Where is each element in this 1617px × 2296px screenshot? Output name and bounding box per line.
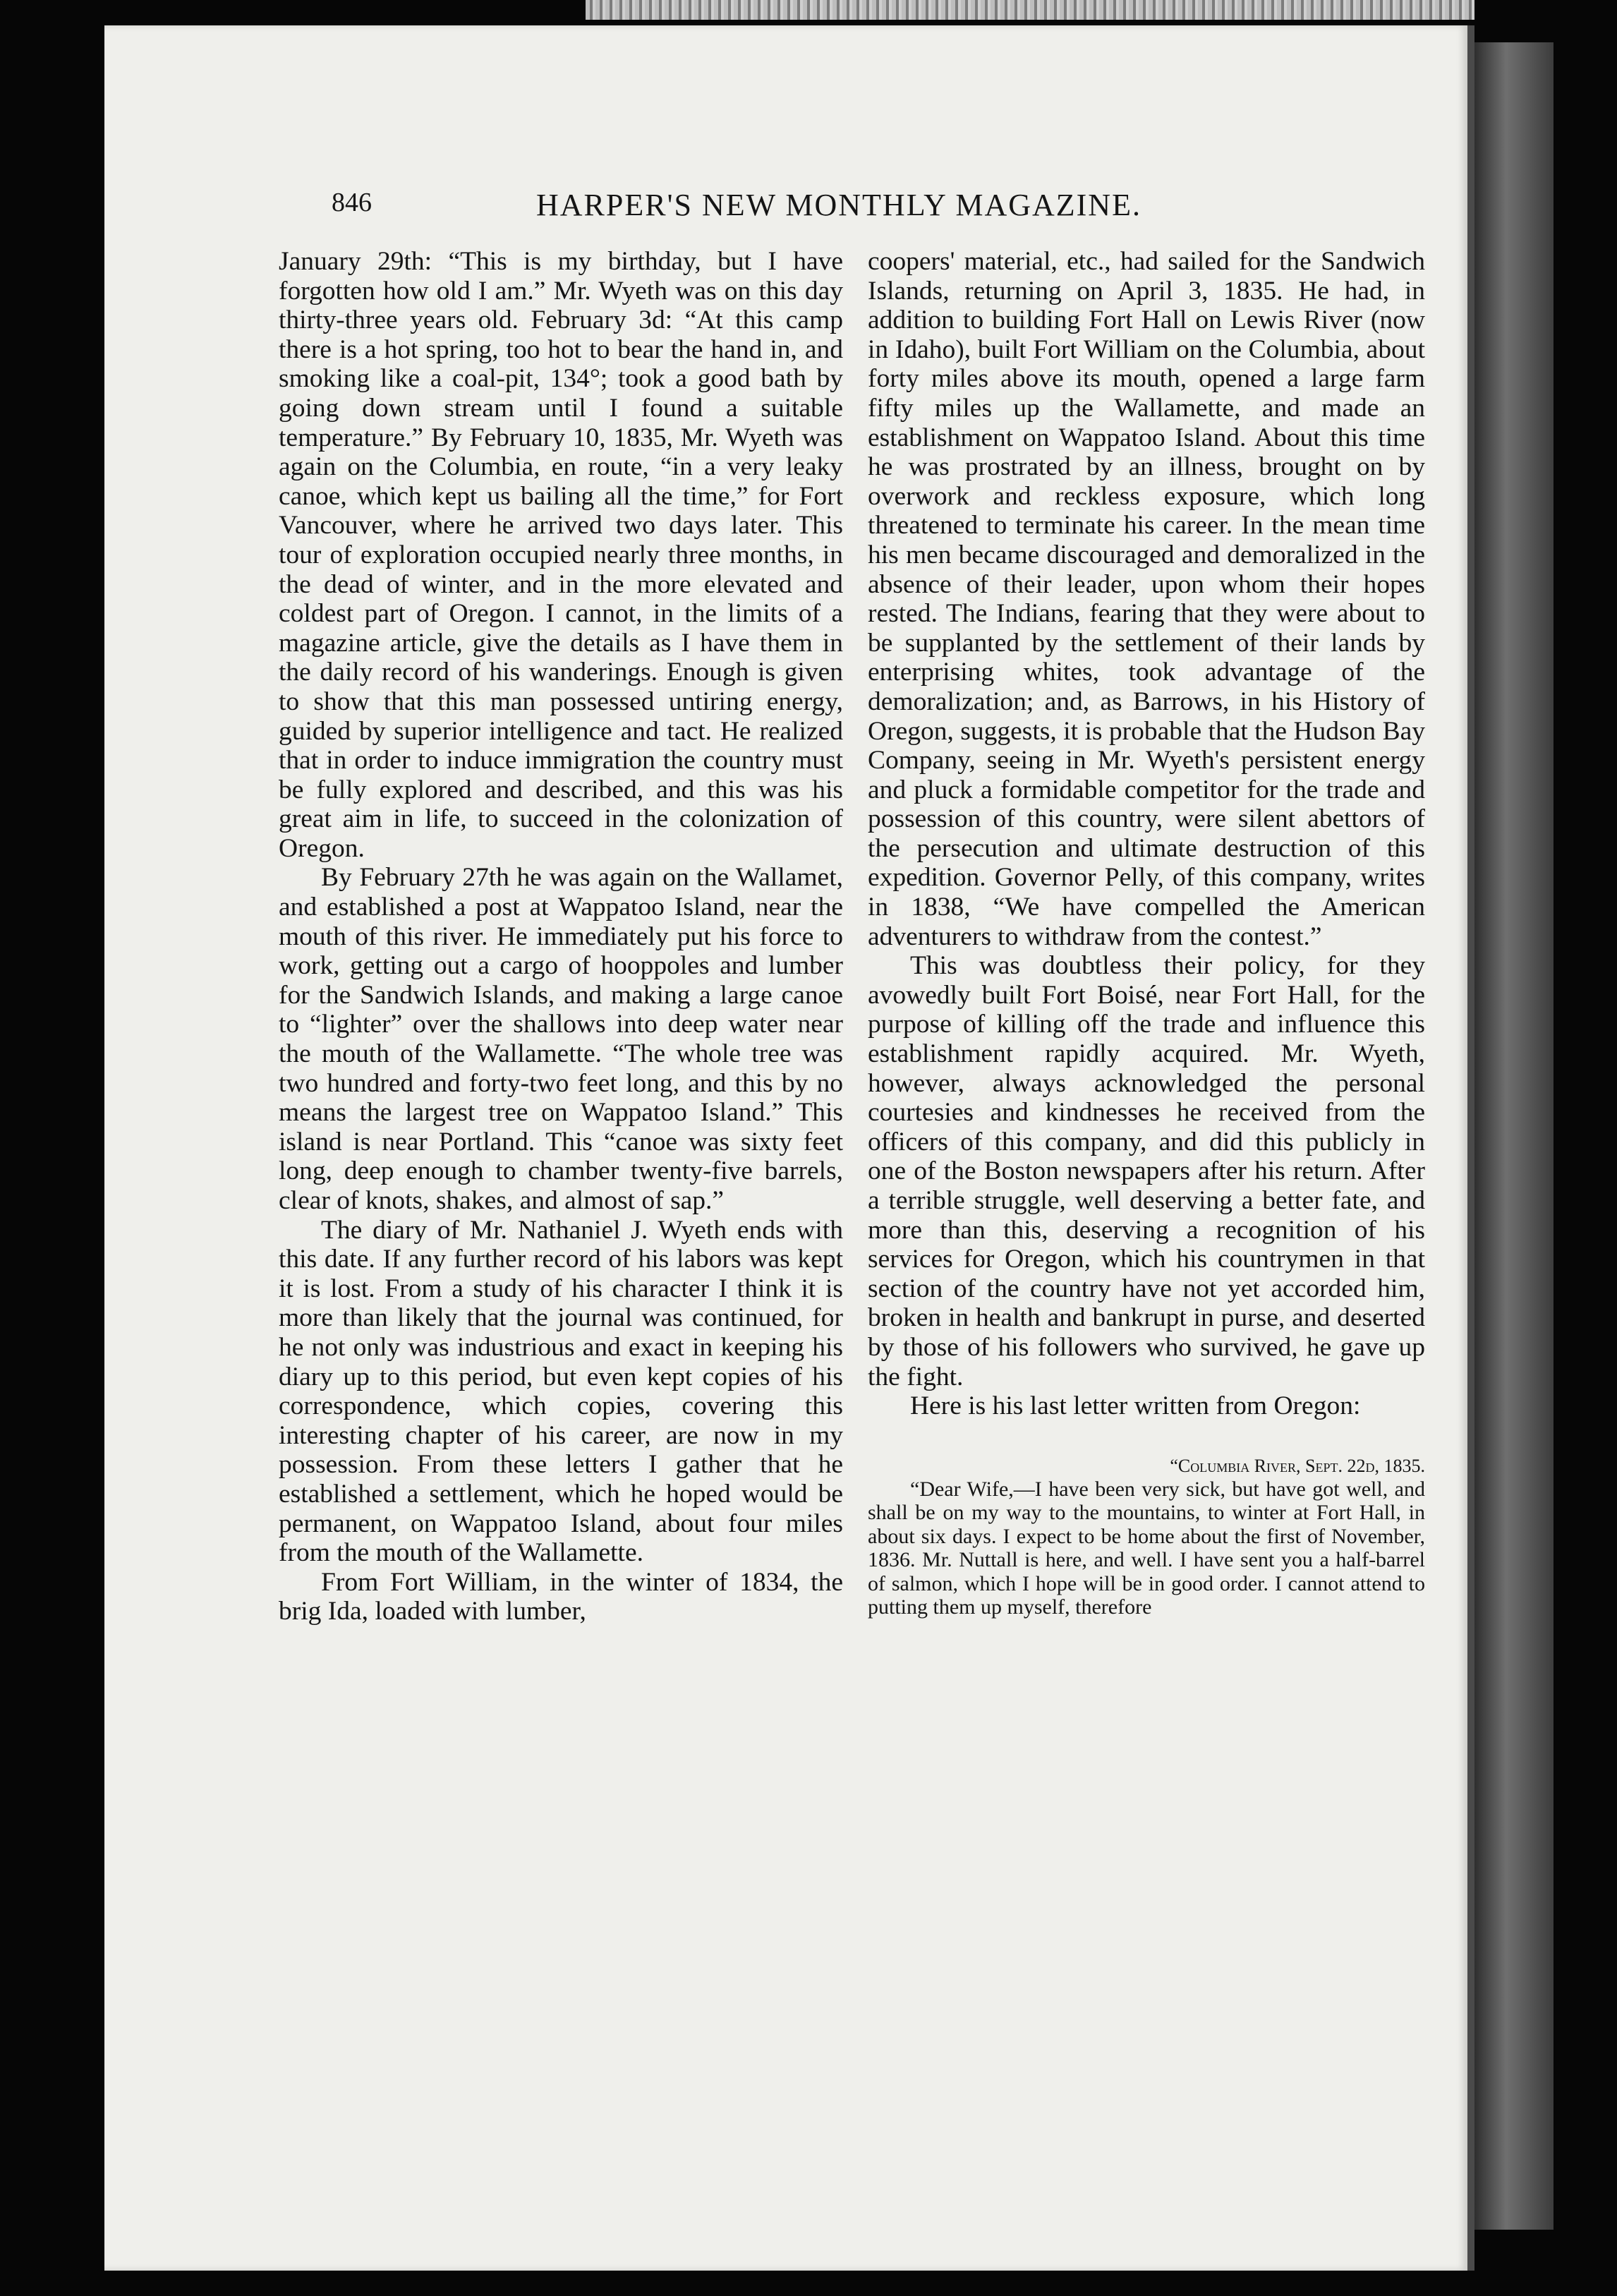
paragraph: The diary of Mr. Nathaniel J. Wyeth ends with this date. If any further record of his labors was kept it is lost. From a study of his character I think it is more than likely that the journal was continued, for he not only was industrious and exact in keeping his diary up to this period, but even kept copies of his correspondence, which copies, covering this interesting chapter of his career, are now in my possession. From these letters I gather that he established a settlement, which he hoped would be permanent, on Wappatoo Island, about four miles from the mouth of the Wallamette. [279, 1215, 843, 1568]
scan-page-edge [1474, 42, 1554, 2230]
right-column [868, 247, 1425, 1619]
letter-body [868, 1478, 1425, 1619]
letter-text: “Dear Wife,—I have been very sick, but have got well, and shall be on my way to the mountains, to winter at Fort Hall, in about six days. I expect to be home about the first of November, 1836. Mr. Nuttall is here, and well. I have sent you a half-barrel of salmon, which I hope will be in good order. I cannot attend to putting them up myself, therefore [868, 1477, 1425, 1619]
paragraph: Here is his last letter written from Oregon: [910, 1391, 1361, 1421]
letter-heading: “Columbia River, Sept. 22d, 1835. [1170, 1455, 1425, 1476]
running-title: HARPER'S NEW MONTHLY MAGAZINE. [536, 188, 1141, 222]
scan-edge-strip [586, 0, 1474, 20]
page-number: 846 [332, 188, 372, 217]
left-column [279, 247, 843, 1626]
paragraph: coopers' material, etc., had sailed for the Sandwich Islands, returning on April 3, 1835. He had, in addition to building Fort Hall on Lewis River (now in Idaho), built Fort William on the Columbia, about forty miles above its mouth, opened a large farm fifty miles up the Wallamette, and made an establishment on Wappatoo Island. About this time he was prostrated by an illness, brought on by overwork and reckless exposure, which long threatened to terminate his career. In the mean time his men became discouraged and demoralized in the absence of their leader, upon whom their hopes rested. The Indians, fearing that they were about to be supplanted by the settlement of their lands by enterprising whites, took advantage of the demoralization; and, as Barrows, in his History of Oregon, suggests, it is probable that the Hudson Bay Company, seeing in Mr. Wyeth's persistent energy and pluck a formidable competitor for the trade and possession of this country, were silent abettors of the persecution and ultimate destruction of this expedition. Governor Pelly, of this company, writes in 1838, “We have compelled the American adventurers to withdraw from the contest.” [868, 247, 1425, 951]
paragraph: This was doubtless their policy, for they avowedly built Fort Boisé, near Fort Hall, for the purpose of killing off the trade and influence this establishment rapidly acquired. Mr. Wyeth, however, always acknowledged the personal courtesies and kindnesses he received from the officers of this company, and did this publicly in one of the Boston newspapers after his return. After a terrible struggle, well deserving a better fate, and more than this, deserving a recognition of his services for Oregon, which his countrymen in that section of the country have not yet accorded him, broken in health and bankrupt in purse, and deserted by those of his followers who survived, he gave up the fight. [868, 951, 1425, 1391]
paragraph: January 29th: “This is my birthday, but I have forgotten how old I am.” Mr. Wyeth was on this day thirty-three years old. February 3d: “At this camp there is a hot spring, too hot to bear the hand in, and smoking like a coal-pit, 134°; took a good bath by going down stream until I found a suitable temperature.” By February 10, 1835, Mr. Wyeth was again on the Columbia, en route, “in a very leaky canoe, which kept us bailing all the time,” for Fort Vancouver, where he arrived two days later. This tour of exploration occupied nearly three months, in the dead of winter, and in the more elevated and coldest part of Oregon. I cannot, in the limits of a magazine article, give the details as I have them in the daily record of his wanderings. Enough is given to show that this man possessed untiring energy, guided by superior intelligence and tact. He realized that in order to induce immigration the country must be fully explored and described, and this was his great aim in life, to succeed in the colonization of Oregon. [279, 247, 843, 863]
paragraph: By February 27th he was again on the Wallamet, and established a post at Wappatoo Island, near the mouth of this river. He immediately put his force to work, getting out a cargo of hooppoles and lumber for the Sandwich Islands, and making a large canoe to “lighter” over the shallows into deep water near the mouth of the Wallamette. “The whole tree was two hundred and forty-two feet long, and this by no means the largest tree on Wappatoo Island.” This island is near Portland. This “canoe was sixty feet long, deep enough to chamber twenty-five barrels, clear of knots, shakes, and almost of sap.” [279, 863, 843, 1215]
paragraph: From Fort William, in the winter of 1834, the brig Ida, loaded with lumber, [279, 1567, 843, 1626]
